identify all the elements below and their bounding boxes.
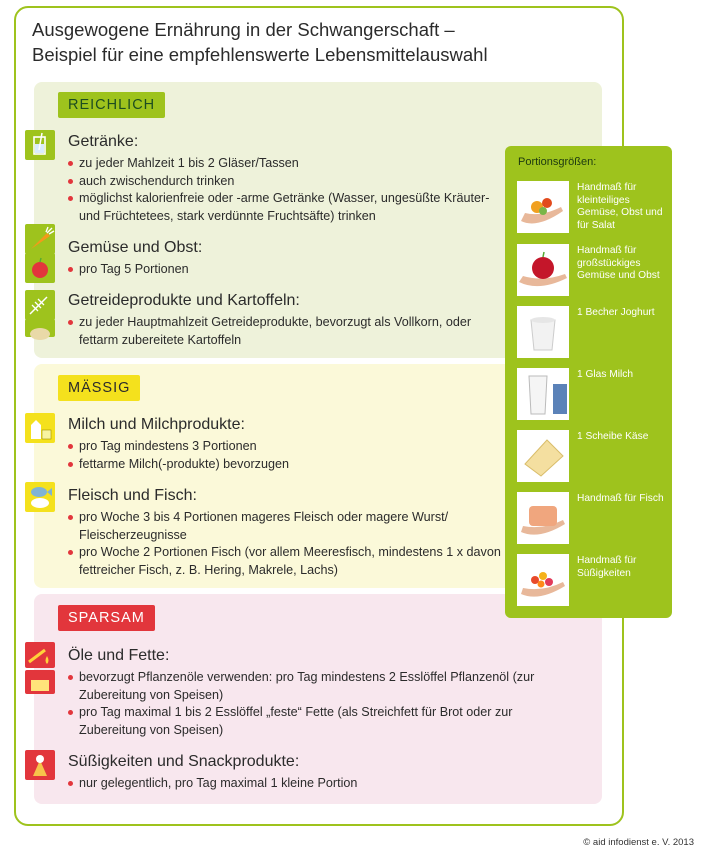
portion-item	[517, 244, 667, 296]
list-getraenke	[68, 155, 508, 225]
portion-item	[517, 492, 667, 544]
list-getreide	[68, 314, 508, 349]
portion-label: Handmaß für Süßigkeiten	[577, 555, 637, 579]
list-gemuese	[68, 261, 508, 279]
milk-carton-icon	[25, 413, 55, 443]
list-item: auch zwischendurch trinken	[68, 173, 508, 191]
grain-icon	[25, 290, 55, 320]
list-fleisch	[68, 509, 508, 579]
portion-item	[517, 306, 667, 358]
list-oele	[68, 669, 568, 739]
list-suess	[68, 775, 508, 793]
group-getreide	[68, 291, 508, 349]
list-item: pro Tag mindestens 3 Portionen	[68, 438, 508, 456]
carrot-icon	[25, 224, 55, 254]
list-milch	[68, 438, 508, 473]
portion-item	[517, 430, 667, 482]
group-title-getraenke: Getränke:	[68, 133, 139, 150]
group-title-suess: Süßigkeiten und Snackprodukte:	[68, 753, 300, 770]
group-fleisch	[68, 486, 508, 579]
label-reichlich: REICHLICH	[58, 92, 165, 118]
cheese-slice-photo	[517, 430, 569, 482]
group-title-fleisch: Fleisch und Fisch:	[68, 487, 197, 504]
list-item: pro Tag maximal 1 bis 2 Esslöffel „feste“ Fette (als Streichfett für Brot oder zur Zubereitung von Speisen)	[68, 704, 568, 739]
drink-glass-icon	[25, 130, 55, 160]
label-maessig: MÄSSIG	[58, 375, 140, 401]
apple-icon	[25, 253, 55, 283]
oil-drop-icon	[25, 642, 55, 668]
copyright: © aid infodienst e. V. 2013	[583, 837, 694, 848]
yogurt-cup-photo	[517, 306, 569, 358]
list-item: nur gelegentlich, pro Tag maximal 1 kleine Portion	[68, 775, 508, 793]
portion-item	[517, 554, 667, 606]
list-item: pro Woche 2 Portionen Fisch (vor allem Meeresfisch, mindestens 1 x davon fettreicher Fisch, z. B. Hering, Makrele, Lachs)	[68, 544, 508, 579]
group-getraenke	[68, 132, 508, 225]
title-line-1: Ausgewogene Ernährung in der Schwangerschaft –	[32, 19, 455, 40]
portion-label: Handmaß für kleinteiliges Gemüse, Obst und für Salat	[577, 182, 663, 231]
label-sparsam: SPARSAM	[58, 605, 155, 631]
portion-label: 1 Scheibe Käse	[577, 431, 649, 442]
portion-label: 1 Becher Joghurt	[577, 307, 655, 318]
hand-fish-photo	[517, 492, 569, 544]
meat-fish-icon	[25, 482, 55, 512]
list-item: zu jeder Mahlzeit 1 bis 2 Gläser/Tassen	[68, 155, 508, 173]
portion-sizes-title: Portionsgrößen:	[518, 156, 597, 168]
portion-item	[517, 181, 667, 233]
group-suess	[68, 752, 508, 793]
portion-label: Handmaß für Fisch	[577, 493, 664, 504]
potato-icon	[25, 319, 55, 337]
group-milch	[68, 415, 508, 473]
group-title-milch: Milch und Milchprodukte:	[68, 416, 245, 433]
page-title	[32, 17, 592, 67]
portion-label: Handmaß für großstückiges Gemüse und Obst	[577, 245, 660, 281]
list-item: pro Tag 5 Portionen	[68, 261, 508, 279]
milk-glass-photo	[517, 368, 569, 420]
title-line-2: Beispiel für eine empfehlenswerte Lebensmittelauswahl	[32, 44, 488, 65]
sweets-icon	[25, 750, 55, 780]
list-item: pro Woche 3 bis 4 Portionen mageres Fleisch oder magere Wurst/ Fleischerzeugnisse	[68, 509, 508, 544]
list-item: bevorzugt Pflanzenöle verwenden: pro Tag mindestens 2 Esslöffel Pflanzenöl (zur Zubereitung von Speisen)	[68, 669, 568, 704]
list-item: zu jeder Hauptmahlzeit Getreideprodukte, bevorzugt als Vollkorn, oder fettarm zubereitete Kartoffeln	[68, 314, 508, 349]
hand-vegetables-photo	[517, 181, 569, 233]
group-oele	[68, 646, 568, 739]
group-title-getreide: Getreideprodukte und Kartoffeln:	[68, 292, 300, 309]
list-item: fettarme Milch(-produkte) bevorzugen	[68, 456, 508, 474]
portion-item	[517, 368, 667, 420]
portion-label: 1 Glas Milch	[577, 369, 634, 380]
list-item: möglichst kalorienfreie oder -arme Getränke (Wasser, ungesüßte Kräuter- und Früchtetees, stark verdünnte Fruchtsäfte) trinken	[68, 190, 508, 225]
hand-sweets-photo	[517, 554, 569, 606]
group-title-gemuese: Gemüse und Obst:	[68, 239, 203, 256]
group-gemuese	[68, 238, 508, 279]
portion-sizes-panel	[505, 146, 672, 618]
hand-apple-photo	[517, 244, 569, 296]
butter-icon	[25, 670, 55, 694]
group-title-oele: Öle und Fette:	[68, 647, 170, 664]
